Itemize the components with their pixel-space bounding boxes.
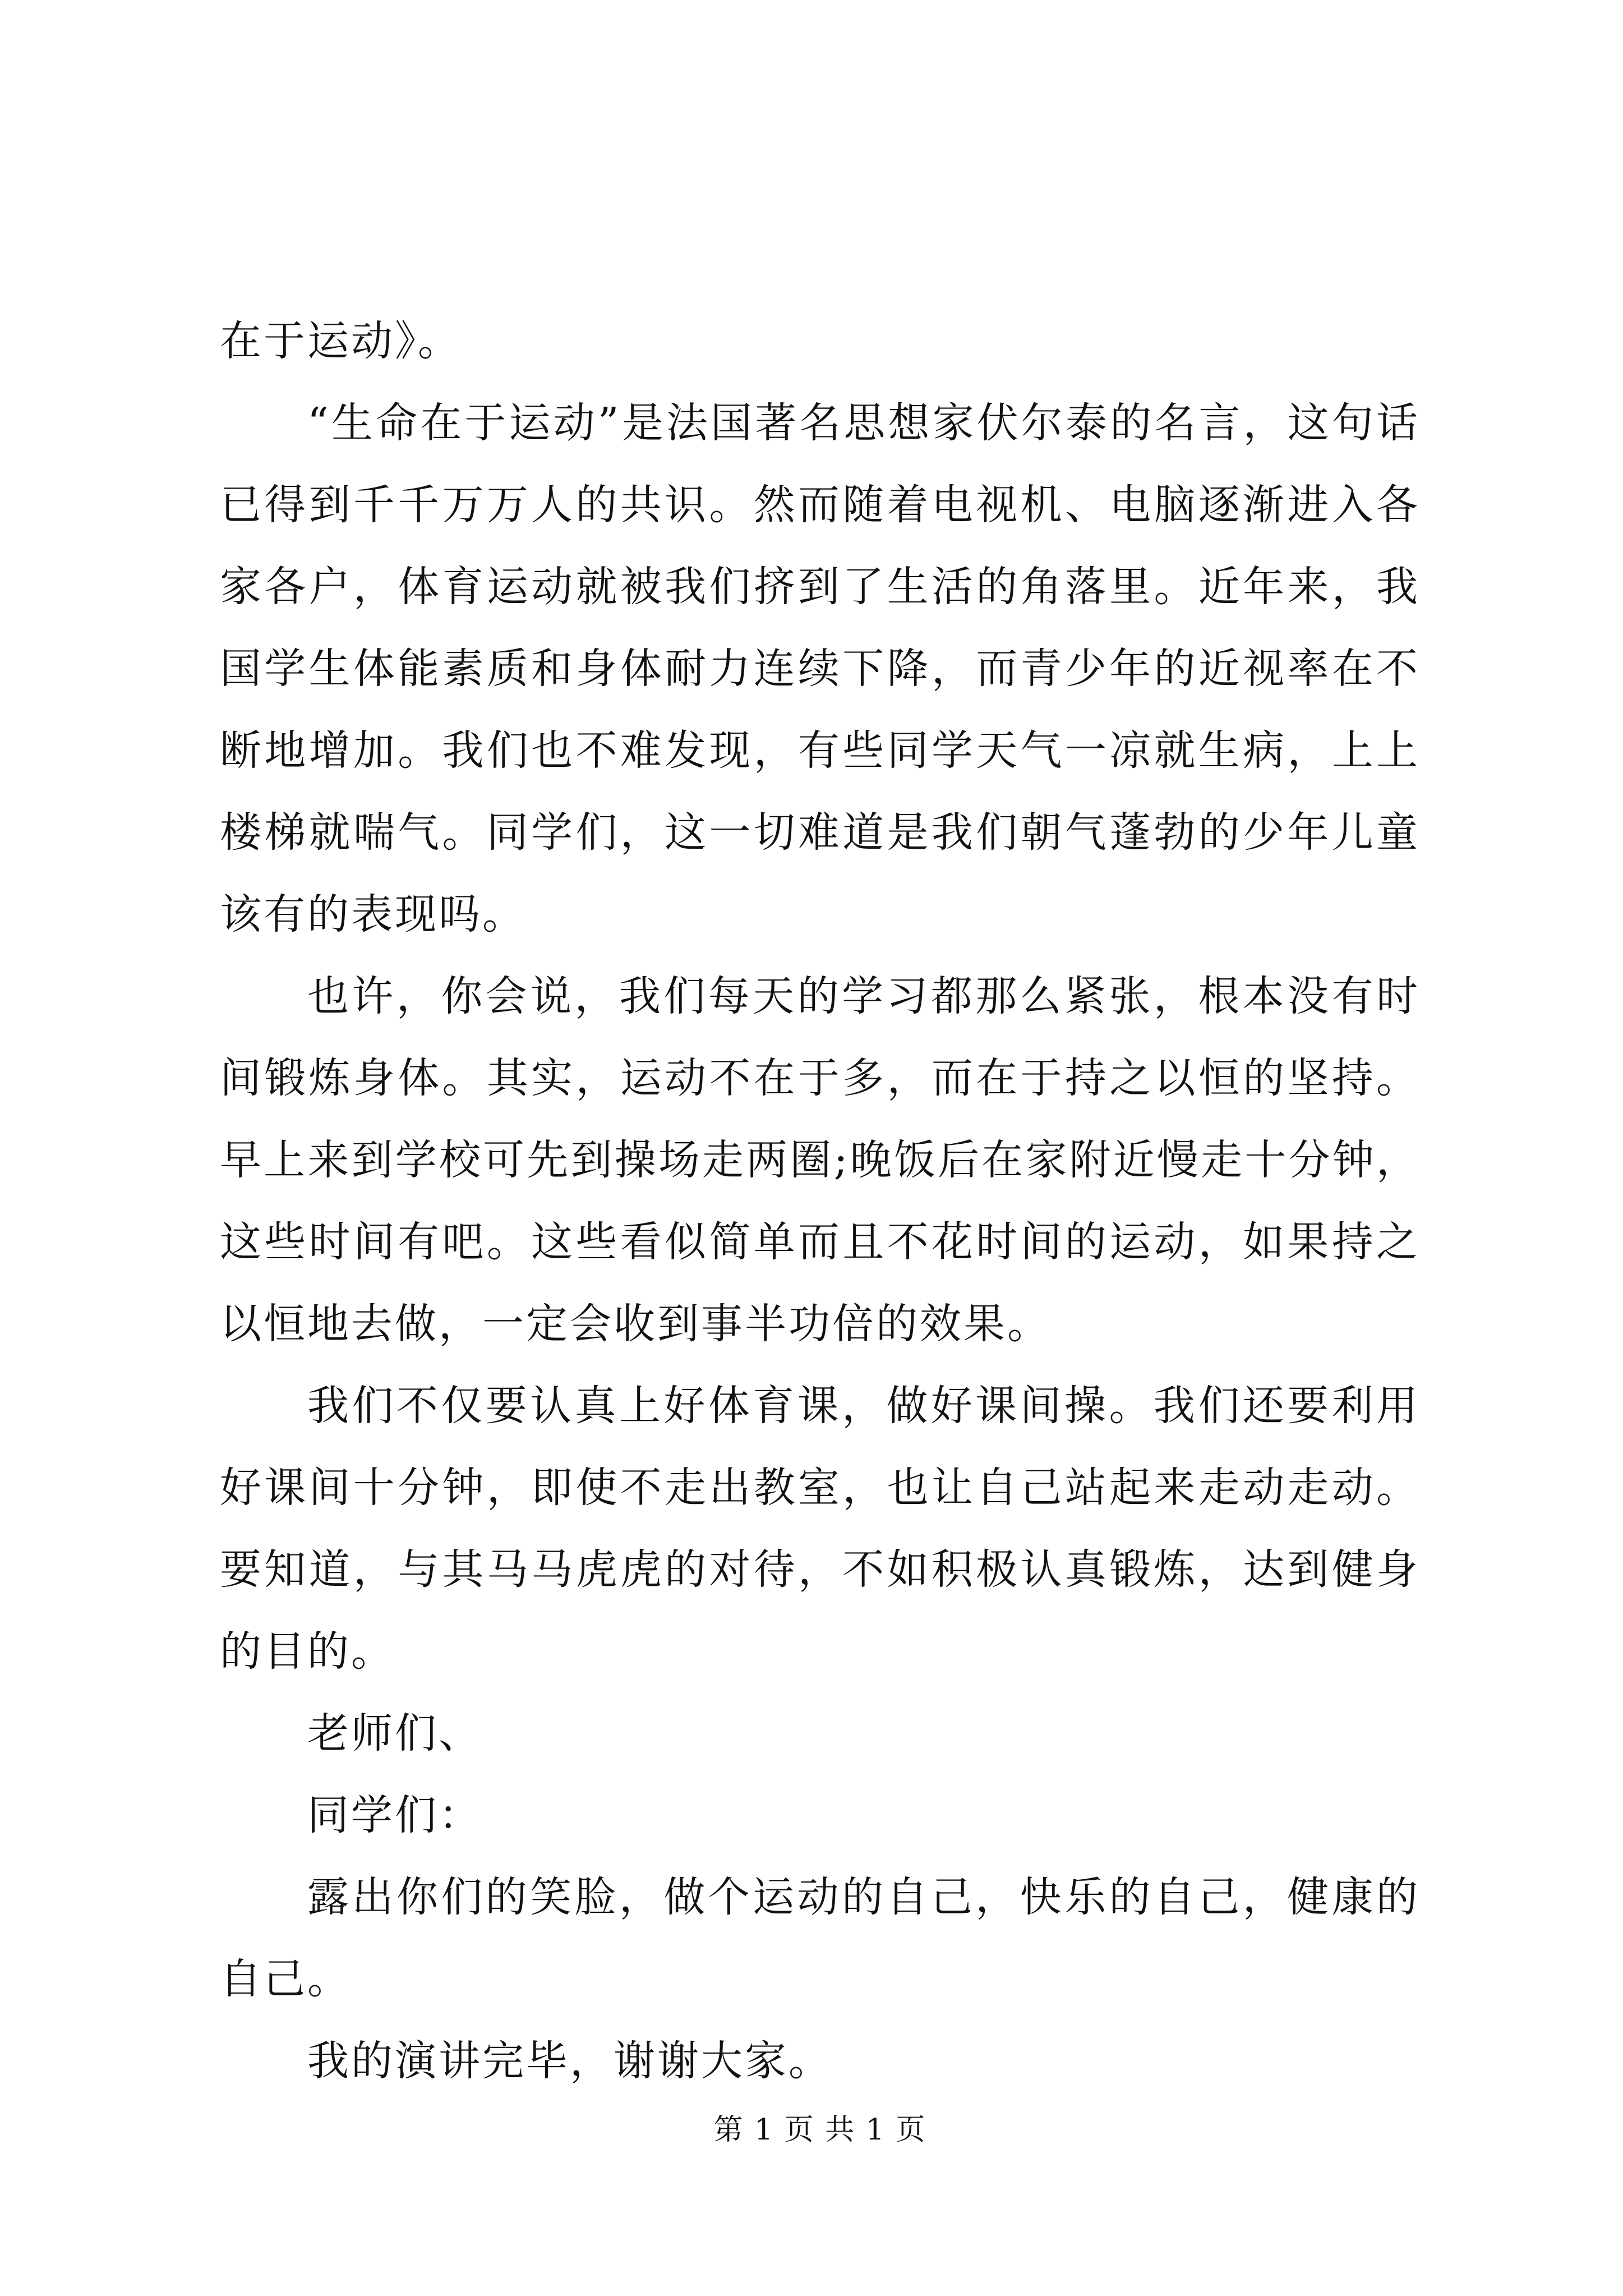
- page-number-footer: 第 1 页 共 1 页: [713, 2113, 926, 2147]
- paragraph-voltaire-quote: “生命在于运动”是法国著名思想家伏尔泰的名言，这句话已得到千千万万人的共识。然而随着电视机、电脑逐渐进入各家各户，体育运动就被我们挤到了生活的角落里。近年来，我国学生体能素质和身体耐力连续下降，而青少年的近视率在不断地增加。我们也不难发现，有些同学天气一凉就生病，上上楼梯就喘气。同学们，这一切难道是我们朝气蓬勃的少年儿童该有的表现吗。: [220, 399, 1420, 938]
- paragraph-no-time-excuse: 也许，你会说，我们每天的学习都那么紧张，根本没有时间锻炼身体。其实，运动不在于多，而在于持之以恒的坚持。早上来到学校可先到操场走两圈;晚饭后在家附近慢走十分钟，这些时间有吧。这些看似简单而且不花时间的运动，如果持之以恒地去做，一定会收到事半功倍的效果。: [220, 972, 1420, 1348]
- paragraph-address-teachers: 老师们、: [307, 1709, 482, 1757]
- document-body: [220, 300, 1420, 2102]
- paragraph-thanks: 我的演讲完毕，谢谢大家。: [307, 2037, 832, 2085]
- paragraph-pe-class: 我们不仅要认真上好体育课，做好课间操。我们还要利用好课间十分钟，即使不走出教室，也让自己站起来走动走动。要知道，与其马马虎虎的对待，不如积极认真锻炼，达到健身的目的。: [220, 1382, 1420, 1676]
- paragraph-closing-call: 露出你们的笑脸，做个运动的自己，快乐的自己，健康的自己。: [220, 1873, 1420, 2003]
- paragraph-continuation: 在于运动》。: [220, 317, 462, 365]
- document-page: [220, 0, 1420, 2296]
- paragraph-address-students: 同学们：: [307, 1791, 482, 1839]
